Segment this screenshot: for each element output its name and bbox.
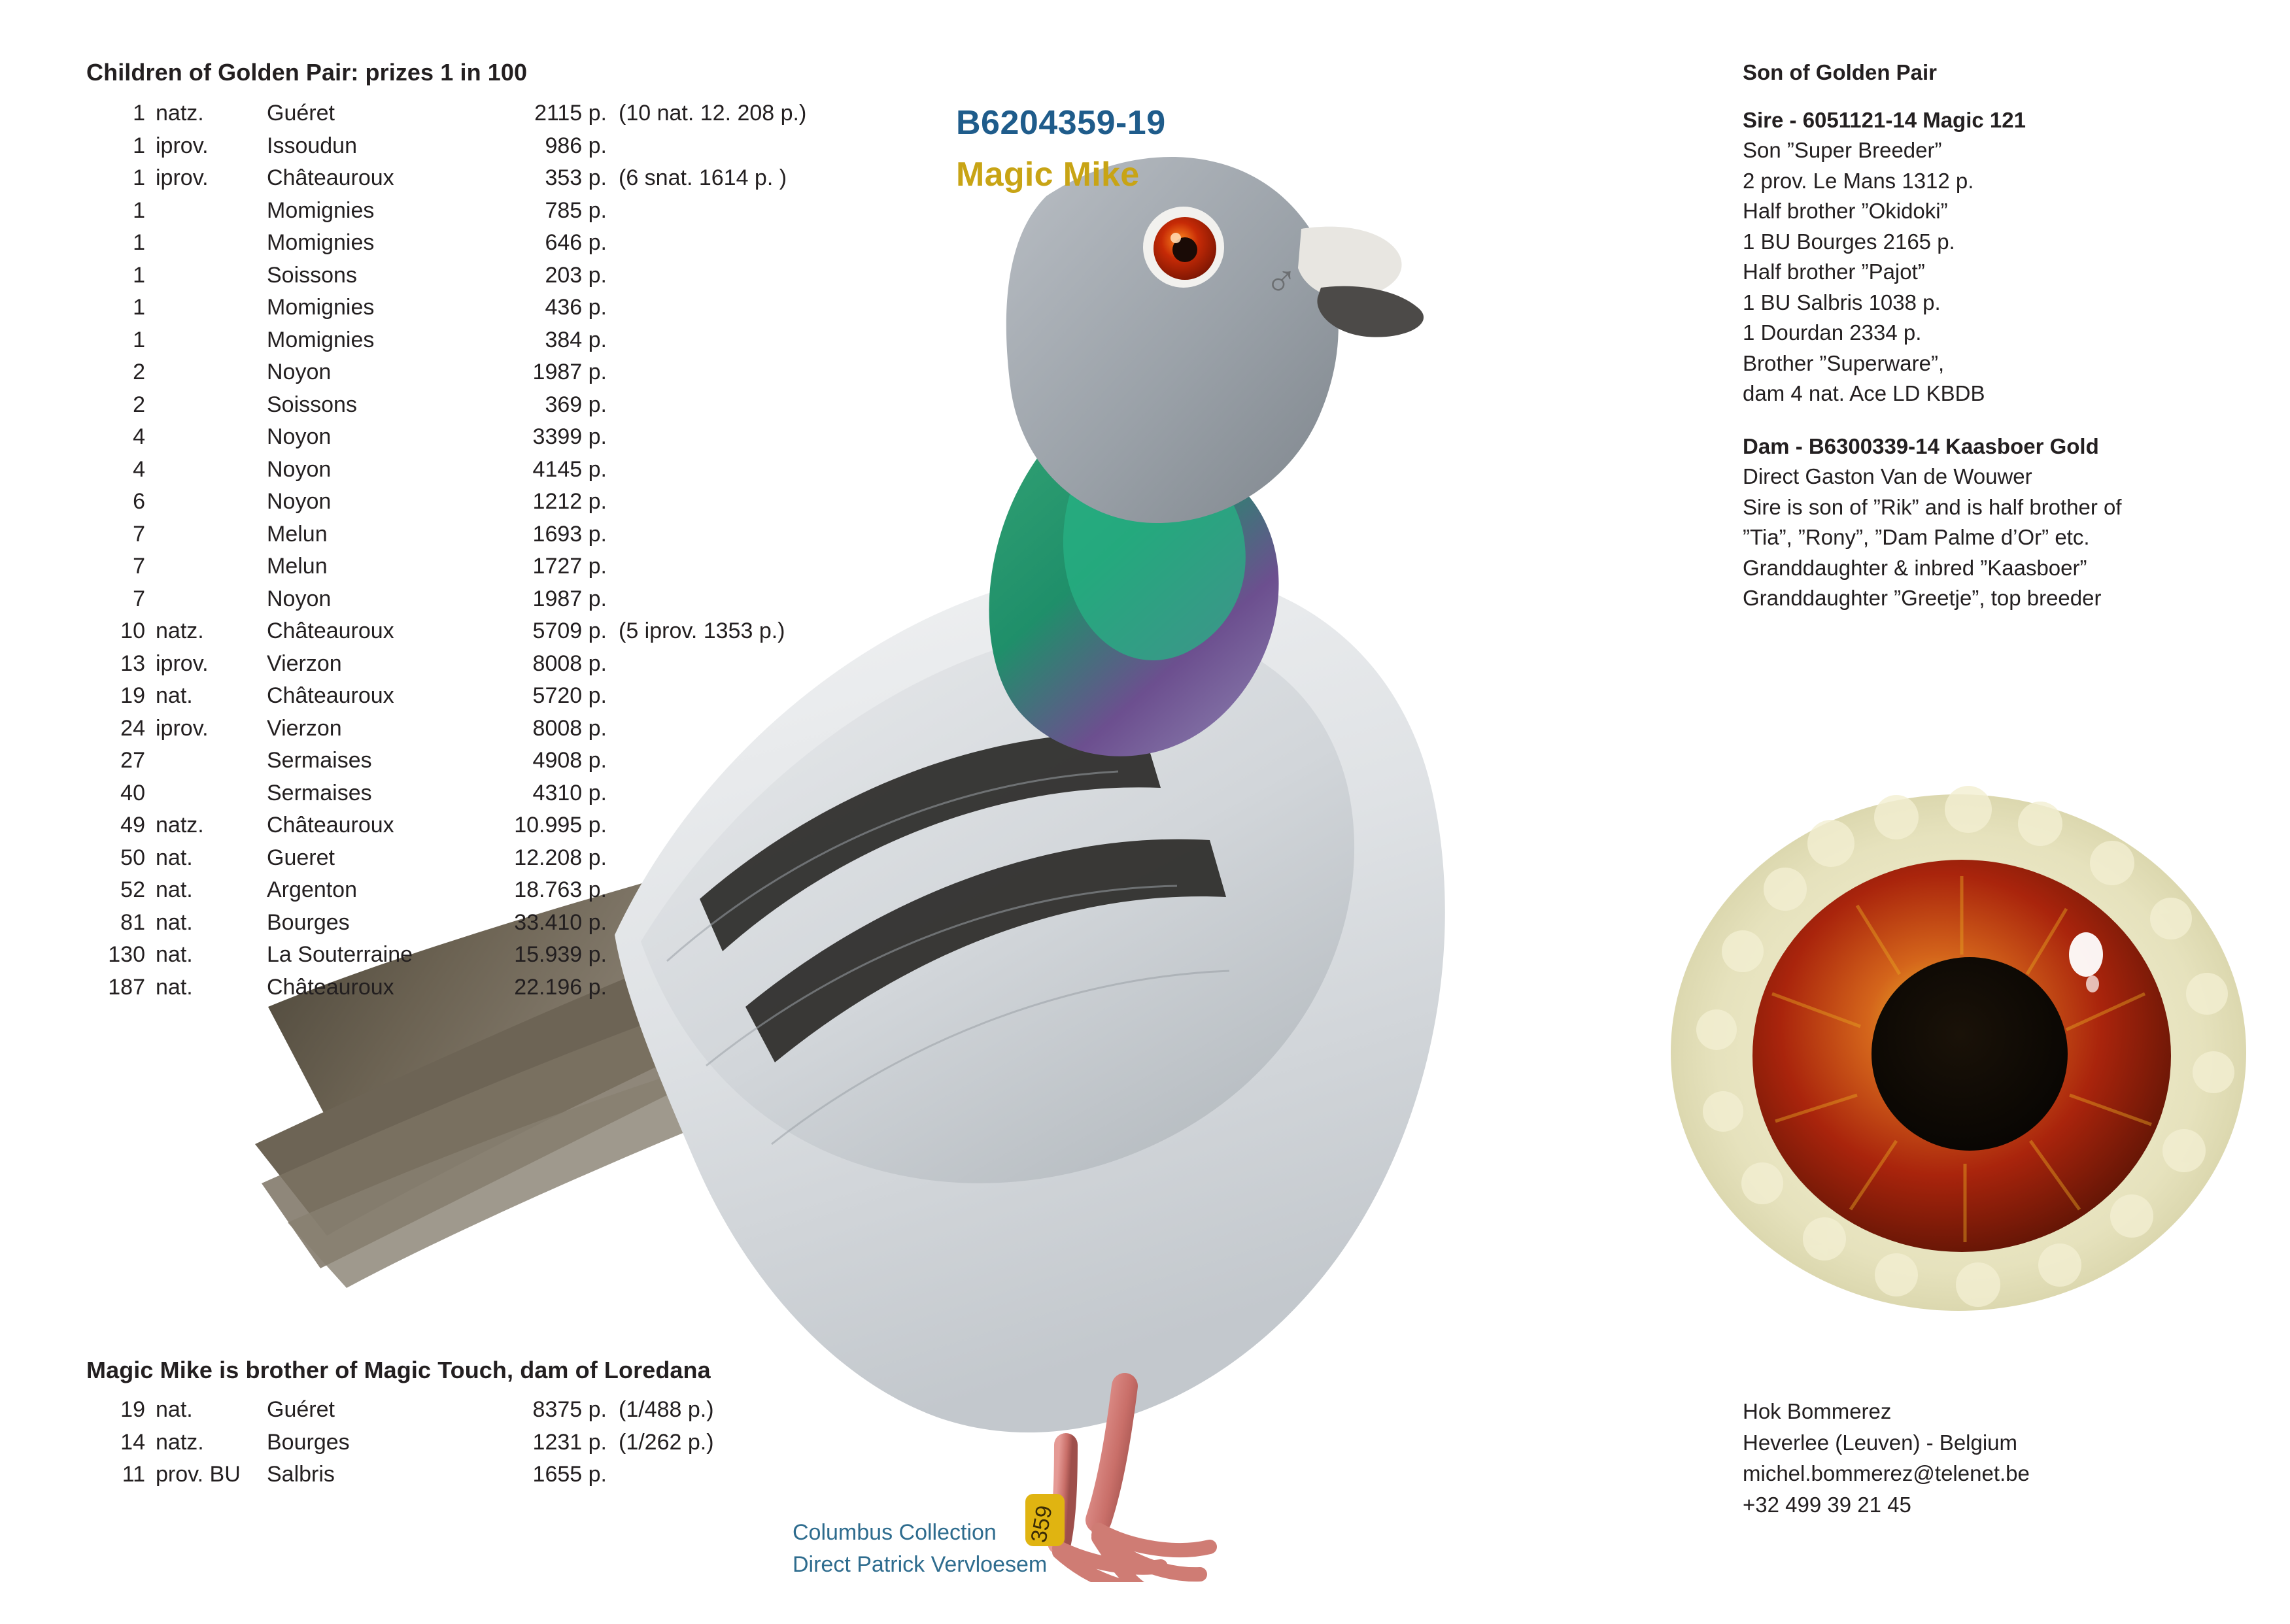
rank-cell: 1 [133,101,145,126]
race-cell: Momignies [267,230,375,255]
rank-cell: 1 [133,295,145,320]
points-cell: 1212 p. [532,489,607,514]
category-cell: natz. [156,1429,204,1455]
points-cell: 203 p. [545,262,607,288]
table-row [86,942,806,975]
table-row [86,1430,714,1463]
table-row [86,101,806,133]
svg-text:359: 359 [1026,1503,1057,1545]
table-row [86,683,806,716]
category-cell [156,424,254,457]
brother-prizes-table [86,1397,714,1495]
rank-cell: 52 [120,877,145,902]
race-cell: Châteauroux [267,165,394,190]
extra-cell [607,489,806,522]
sire-block [1743,105,2253,409]
table-row [86,198,806,231]
table-row [86,392,806,425]
rank-cell: 49 [120,813,145,837]
extra-cell [607,683,806,716]
table-row [86,165,806,198]
sire-line: Half brother ”Okidoki” [1743,199,1948,224]
sire-line: 1 Dourdan 2334 p. [1743,320,1922,345]
extra-cell [607,133,806,166]
race-cell: Vierzon [267,651,342,676]
category-cell: nat. [156,683,193,708]
rank-cell: 1 [133,133,145,158]
category-cell: nat. [156,1397,193,1422]
race-cell: Châteauroux [267,618,394,643]
race-cell: Salbris [267,1462,335,1487]
category-cell: nat. [156,909,193,935]
dam-line: Sire is son of ”Rik” and is half brother of [1743,494,2122,519]
rank-cell: 130 [108,942,145,967]
category-cell [156,230,254,263]
extra-cell [607,328,806,360]
extra-cell [607,586,806,619]
category-cell: natz. [156,101,204,126]
brother-section [86,1357,936,1495]
contact-block [1743,1396,2030,1520]
loft-location: Heverlee (Leuven) - Belgium [1743,1430,2018,1455]
rank-cell: 6 [133,489,145,514]
race-cell: Châteauroux [267,683,394,708]
table-row [86,781,806,813]
brother-section-title: Magic Mike is brother of Magic Touch, dam of Loredana [86,1357,711,1383]
table-row [86,651,806,684]
sire-line: dam 4 nat. Ace LD KBDB [1743,381,1985,406]
race-cell: Momignies [267,295,375,320]
rank-cell: 1 [133,230,145,255]
points-cell: 1727 p. [532,554,607,579]
table-row [86,716,806,749]
category-cell: iprov. [156,715,209,741]
table-row [86,813,806,845]
points-cell: 1655 p. [532,1462,607,1487]
table-row [86,424,806,457]
ring-number: B6204359-19 [956,104,1166,142]
race-cell: Noyon [267,586,332,611]
rank-cell: 4 [133,456,145,482]
extra-cell [607,748,806,781]
category-cell [156,554,254,586]
race-cell: Châteauroux [267,974,394,1000]
race-cell: Argenton [267,877,357,902]
extra-cell [607,554,806,586]
rank-cell: 40 [120,780,145,805]
table-row [86,586,806,619]
race-cell: Guéret [267,101,335,126]
children-prizes-table [86,101,806,1007]
points-cell: 2115 p. [534,101,607,126]
table-row [86,522,806,554]
category-cell [156,295,254,328]
extra-cell [607,198,806,231]
rank-cell: 2 [133,392,145,417]
collection-name: Columbus Collection [793,1520,997,1545]
category-cell [156,522,254,554]
table-row [86,1462,714,1495]
sire-line: 1 BU Salbris 1038 p. [1743,290,1941,314]
rank-cell: 1 [133,262,145,288]
table-row [86,748,806,781]
category-cell: iprov. [156,651,209,676]
table-row [86,263,806,296]
category-cell [156,198,254,231]
extra-cell [607,716,806,749]
dam-line: ”Tia”, ”Rony”, ”Dam Palme d’Or” etc. [1743,525,2090,550]
rank-cell: 187 [108,974,145,1000]
sire-line: 1 BU Bourges 2165 p. [1743,229,1955,254]
extra-cell [607,392,806,425]
points-cell: 12.208 p. [514,845,607,870]
extra-cell [607,360,806,392]
spacer [1743,409,2253,431]
points-cell: 1987 p. [532,360,607,384]
race-cell: La Souterraine [267,942,413,967]
rank-cell: 1 [133,197,145,223]
extra-cell [607,975,806,1007]
points-cell: 8008 p. [532,651,607,676]
race-cell: Noyon [267,360,332,384]
extra-cell [607,781,806,813]
rank-cell: 7 [133,521,145,547]
points-cell: 15.939 p. [514,942,607,967]
points-cell: 1231 p. [532,1429,607,1455]
children-prizes-title: Children of Golden Pair: prizes 1 in 100 [86,59,528,86]
points-cell: 353 p. [545,165,607,190]
rank-cell: 7 [133,554,145,579]
race-cell: Sermaises [267,748,372,773]
points-cell: 10.995 p. [514,813,607,837]
race-cell: Issoudun [267,133,357,158]
table-row [86,877,806,910]
table-row [86,1397,714,1430]
rank-cell: 1 [133,327,145,352]
category-cell [156,263,254,296]
table-row [86,328,806,360]
points-cell: 22.196 p. [514,974,607,1000]
table-row [86,133,806,166]
race-cell: Gueret [267,845,335,870]
category-cell [156,748,254,781]
points-cell: 4310 p. [532,780,607,805]
dam-heading: Dam - B6300339-14 Kaasboer Gold [1743,433,2099,458]
race-cell: Sermaises [267,780,372,805]
category-cell: nat. [156,942,193,967]
collection-source: Direct Patrick Vervloesem [793,1552,1048,1578]
race-cell: Soissons [267,262,357,288]
bird-name: Magic Mike [956,156,1140,194]
points-cell: 646 p. [545,230,607,255]
table-row [86,845,806,878]
extra-cell [607,845,806,878]
points-cell: 785 p. [545,197,607,223]
race-cell: Melun [267,521,328,547]
points-cell: 4145 p. [532,456,607,482]
pedigree-heading: Son of Golden Pair [1743,60,1938,84]
extra-cell [607,813,806,845]
table-row [86,489,806,522]
category-cell: iprov. [156,165,209,190]
table-row [86,360,806,392]
rank-cell: 1 [133,165,145,190]
points-cell: 5720 p. [532,683,607,708]
race-cell: Bourges [267,909,350,935]
category-cell: nat. [156,845,193,870]
points-cell: 369 p. [545,392,607,417]
dam-line: Direct Gaston Van de Wouwer [1743,464,2032,489]
race-cell: Noyon [267,424,332,449]
race-cell: Momignies [267,327,375,352]
race-cell: Guéret [267,1397,335,1422]
race-cell: Noyon [267,489,332,514]
extra-cell: (10 nat. 12. 208 p.) [619,101,807,126]
extra-cell [607,942,806,975]
rank-cell: 13 [120,651,145,676]
extra-cell [607,651,806,684]
table-row [86,975,806,1007]
points-cell: 3399 p. [532,424,607,449]
table-row [86,554,806,586]
extra-cell [607,263,806,296]
category-cell [156,392,254,425]
extra-cell [607,522,806,554]
extra-cell [607,1462,714,1495]
category-cell [156,457,254,490]
loft-name: Hok Bommerez [1743,1399,1892,1423]
pedigree-parents-section [1743,58,2253,614]
rank-cell: 14 [120,1429,145,1455]
category-cell [156,360,254,392]
sire-line: Brother ”Superware”, [1743,350,1945,375]
points-cell: 5709 p. [532,618,607,643]
category-cell: natz. [156,618,204,643]
category-cell: nat. [156,877,193,902]
category-cell: prov. BU [156,1462,241,1487]
points-cell: 436 p. [545,295,607,320]
race-cell: Vierzon [267,715,342,741]
race-cell: Châteauroux [267,813,394,837]
points-cell: 384 p. [545,327,607,352]
category-cell: iprov. [156,133,209,158]
race-cell: Bourges [267,1429,350,1455]
bird-title-block [956,104,1414,306]
rank-cell: 4 [133,424,145,449]
contact-email[interactable]: michel.bommerez@telenet.be [1743,1461,2030,1486]
race-cell: Melun [267,554,328,579]
dam-line: Granddaughter ”Greetje”, top breeder [1743,586,2102,611]
dam-line: Granddaughter & inbred ”Kaasboer” [1743,555,2087,580]
points-cell: 8008 p. [532,715,607,741]
race-cell: Momignies [267,197,375,223]
extra-cell [607,877,806,910]
sire-heading: Sire - 6051121-14 Magic 121 [1743,107,2026,132]
rank-cell: 2 [133,360,145,384]
rank-cell: 10 [120,618,145,643]
category-cell [156,328,254,360]
category-cell [156,489,254,522]
contact-phone[interactable]: +32 499 39 21 45 [1743,1492,1911,1517]
points-cell: 18.763 p. [514,877,607,902]
rank-cell: 11 [122,1462,145,1487]
children-prizes-section [86,59,956,1007]
extra-cell: (5 iprov. 1353 p.) [619,618,785,643]
extra-cell [607,910,806,943]
sire-line: Son ”Super Breeder” [1743,138,1942,163]
points-cell: 986 p. [545,133,607,158]
male-sex-icon: ♂ [1265,256,1298,306]
extra-cell: (1/262 p.) [619,1429,714,1455]
rank-cell: 24 [120,715,145,741]
table-row [86,295,806,328]
extra-cell: (6 snat. 1614 p. ) [619,165,787,190]
points-cell: 8375 p. [532,1397,607,1422]
table-row [86,618,806,651]
rank-cell: 19 [120,1397,145,1422]
table-row [86,457,806,490]
category-cell: nat. [156,974,193,1000]
dam-block [1743,431,2253,614]
rank-cell: 19 [120,683,145,708]
rank-cell: 7 [133,586,145,611]
extra-cell [607,457,806,490]
table-row [86,910,806,943]
points-cell: 33.410 p. [514,909,607,935]
rank-cell: 81 [120,909,145,935]
points-cell: 1987 p. [532,586,607,611]
category-cell: natz. [156,813,204,837]
sire-line: 2 prov. Le Mans 1312 p. [1743,168,1974,193]
points-cell: 4908 p. [532,748,607,773]
points-cell: 1693 p. [532,521,607,547]
rank-cell: 50 [120,845,145,870]
table-row [86,230,806,263]
race-cell: Soissons [267,392,357,417]
extra-cell [607,230,806,263]
sire-line: Half brother ”Pajot” [1743,260,1925,284]
race-cell: Noyon [267,456,332,482]
extra-cell [607,424,806,457]
pigeon-eye-photo [1635,758,2282,1347]
category-cell [156,586,254,619]
extra-cell: (1/488 p.) [619,1397,714,1422]
rank-cell: 27 [120,748,145,773]
collection-credit [793,1517,1047,1582]
category-cell [156,781,254,813]
extra-cell [607,295,806,328]
